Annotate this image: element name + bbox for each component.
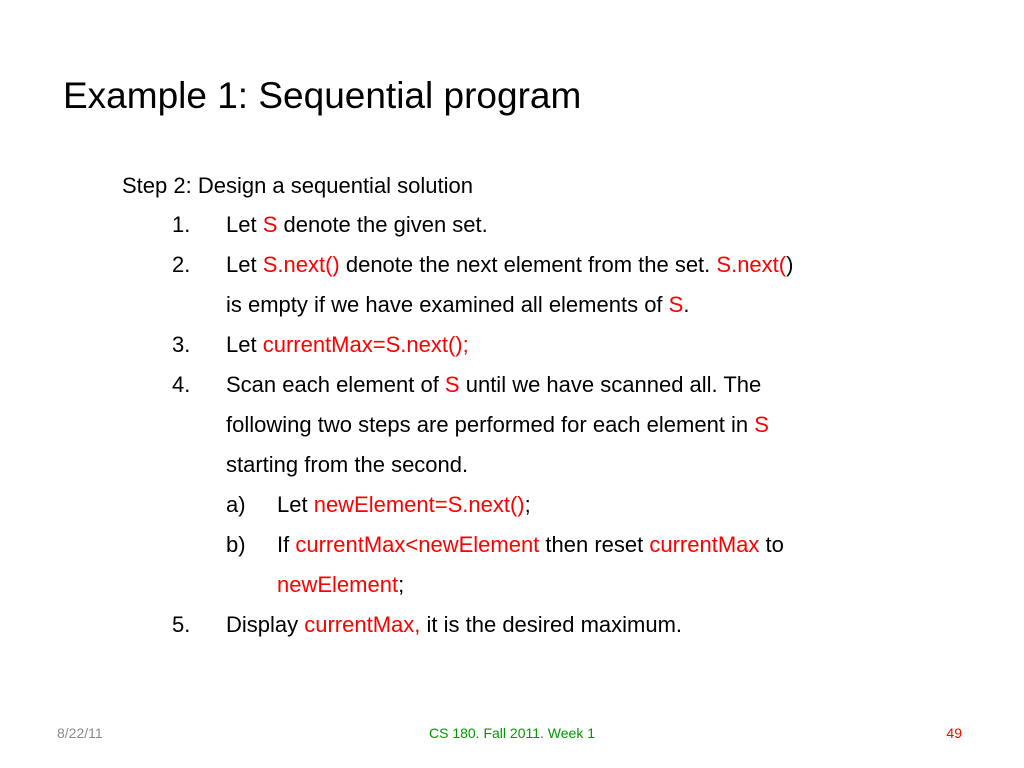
footer-course: CS 180. Fall 2011. Week 1 (428, 725, 596, 741)
slide-title: Example 1: Sequential program (63, 75, 582, 116)
item-2-text: Let S.next() denote the next element from the set. S.next() (226, 252, 794, 277)
footer-date: 8/22/11 (57, 725, 103, 741)
item-1-text: Let S denote the given set. (226, 212, 488, 237)
item-2-number: 2. (172, 252, 191, 277)
item-5-number: 5. (172, 612, 191, 637)
sub-item-a-label: a) (226, 492, 246, 517)
item-3-number: 3. (172, 332, 191, 357)
footer-page-number: 49 (946, 725, 962, 741)
sub-item-a-text: Let newElement=S.next(); (277, 492, 531, 517)
item-4-text: Scan each element of S until we have scanned all. The (226, 372, 762, 397)
item-4-continuation-1: following two steps are performed for each element in S (226, 412, 769, 437)
item-4-continuation-2: starting from the second. (226, 452, 469, 477)
item-2-continuation: is empty if we have examined all elements of S. (226, 292, 690, 317)
item-4-number: 4. (172, 372, 191, 397)
sub-item-b-label: b) (226, 532, 246, 557)
item-5-text: Display currentMax, it is the desired maximum. (226, 612, 683, 637)
sub-item-b-continuation: newElement; (277, 572, 405, 597)
sub-item-b-text: If currentMax<newElement then reset currentMax to (277, 532, 784, 557)
item-3-text: Let currentMax=S.next(); (226, 332, 469, 357)
item-1-number: 1. (172, 212, 191, 237)
step-heading: Step 2: Design a sequential solution (122, 173, 474, 198)
